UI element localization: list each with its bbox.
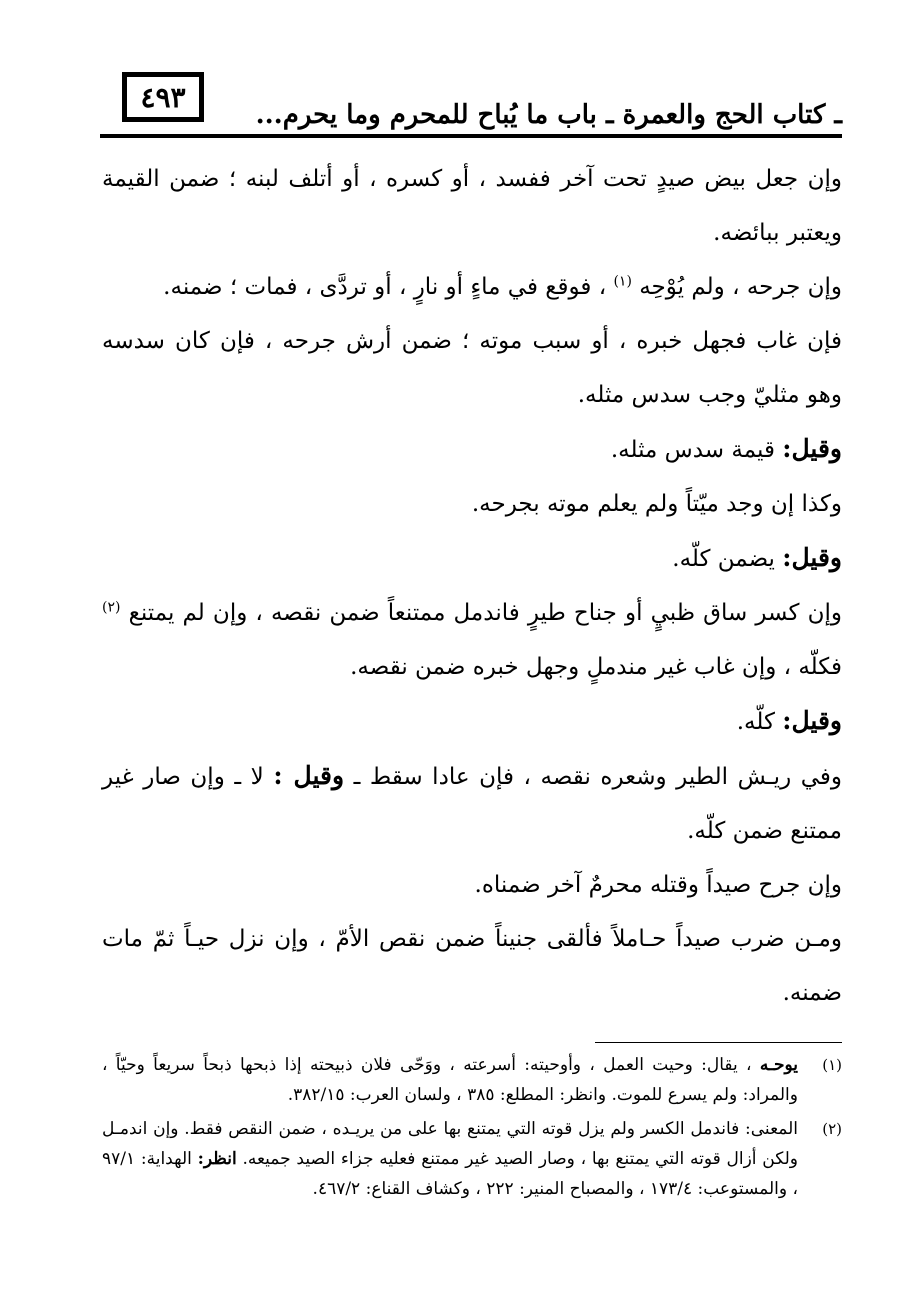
footnote-rule <box>595 1042 842 1043</box>
page-header <box>100 72 842 142</box>
footnote-keyword: يوحـه <box>759 1055 798 1075</box>
paragraph: وإن جرحه ، ولم يُوْحِه $^{(١)}$ ، فوقع في ماءٍ أو نارٍ ، أو تردَّى ، فمات ؛ ضمنه. <box>163 273 842 300</box>
page-number: ٤٩٣ <box>140 80 186 114</box>
footnote: (٢) المعنى: فاندمل الكسر ولم يزل قوته التي يمتنع بها على من يريـده ، ضمن النقص فقط. وإن اندمـل ولكن أزال قوته التي يمتنع بها ، وصار الصيد غير ممتنع فعليه جزاء الصيد جميعه. انظر: الهداية: ٩٧/١ ، والمستوعب: ١٧٣/٤ ، والمصباح المنير: ٢٢٢ ، وكشاف القناع: ٤٦٧/٢. <box>102 1114 842 1204</box>
page-number-box <box>122 72 204 122</box>
keyword: وقيل : <box>273 761 345 790</box>
paragraph: وقيل: يضمن كلّه. <box>672 543 842 572</box>
footnote-ref: (٢) <box>102 599 121 616</box>
footnote-keyword: انظر: <box>197 1149 237 1169</box>
keyword: وقيل: <box>782 434 842 463</box>
paragraph: وإن كسر ساق ظبيٍ أو جناح طيرٍ فاندمل ممتنعاً ضمن نقصه ، وإن لم يمتنع $^{(٢)}$ فكلّه ، وإن غاب غير مندملٍ وجهل خبره ضمن نقصه. <box>102 599 842 680</box>
paragraph: وقيل: قيمة سدس مثله. <box>610 434 842 463</box>
paragraph: وإن جعل بيض صيدٍ تحت آخر ففسد ، أو كسره ، أو أتلف لبنه ؛ ضمن القيمة ويعتبر ببائضه. <box>102 166 842 246</box>
footnotes <box>102 1050 842 1208</box>
footnote: (١) يوحـه ، يقال: وحيت العمل ، وأوحيته: أسرعته ، ووَحّى فلان ذبيحته إذا ذبحها ذبحاً سريعاً وحيّاً ، والمراد: ولم يسرع للموت. وانظر: المطلع: ٣٨٥ ، ولسان العرب: ٣٨٢/١٥. <box>102 1050 842 1110</box>
main-text <box>102 152 842 1020</box>
paragraph: وإن جرح صيداً وقتله محرمٌ آخر ضمناه. <box>474 872 842 898</box>
footnote-number: (٢) <box>822 1120 842 1138</box>
paragraph: وكذا إن وجد ميّتاً ولم يعلم موته بجرحه. <box>471 491 842 517</box>
paragraph: فإن غاب فجهل خبره ، أو سبب موته ؛ ضمن أرش جرحه ، فإن كان سدسه وهو مثليّ وجب سدس مثله. <box>102 328 842 408</box>
paragraph: وفي ريـش الطير وشعره نقصه ، فإن عادا سقط ـ وقيل : لا ـ وإن صار غير ممتنع ضمن كلّه. <box>102 761 843 844</box>
paragraph: وقيل: كلّه. <box>736 706 842 735</box>
footnote-ref: (١) <box>613 273 632 290</box>
header-rule <box>100 134 842 138</box>
paragraph: ومـن ضرب صيداً حـاملاً فألقى جنيناً ضمن نقص الأمّ ، وإن نزل حيـاً ثمّ مات ضمنه. <box>102 926 842 1006</box>
keyword: وقيل: <box>782 706 842 735</box>
keyword: وقيل: <box>782 543 842 572</box>
chapter-title: ـ كتاب الحج والعمرة ـ باب ما يُباح للمحرم وما يحرم... <box>255 100 842 130</box>
footnote-number: (١) <box>822 1056 842 1074</box>
